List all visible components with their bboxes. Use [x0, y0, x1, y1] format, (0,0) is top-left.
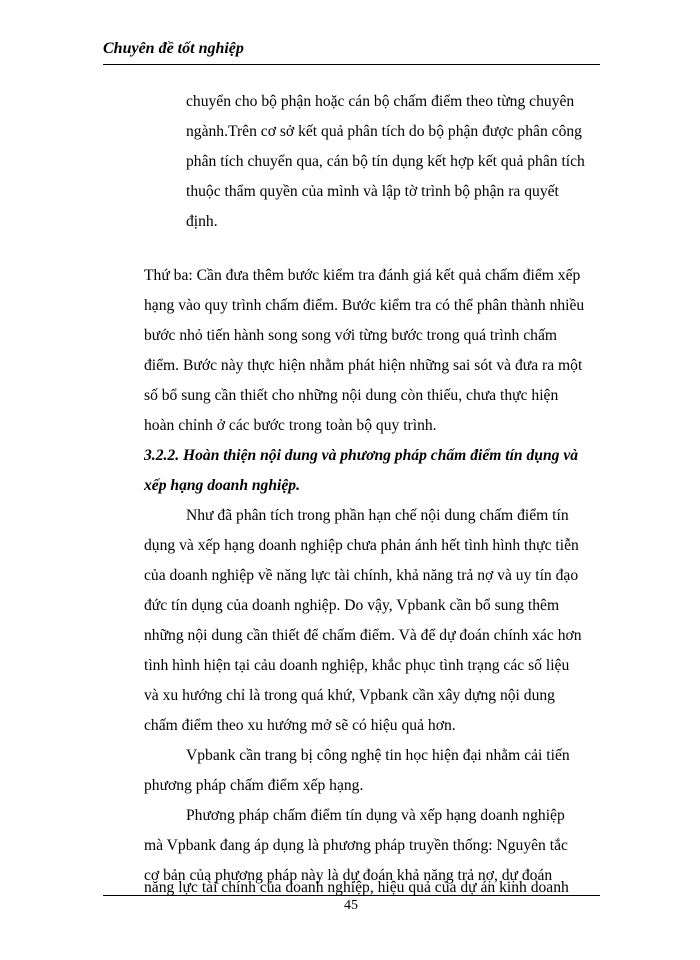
header-divider — [103, 64, 600, 65]
paragraph-line: và xu hướng chỉ là trong quá khứ, Vpbank cần xây dựng nội dung — [144, 687, 555, 704]
paragraph-line: chấm điểm theo xu hướng mở sẽ có hiệu quả hơn. — [144, 717, 456, 734]
paragraph-line: phân tích chuyển qua, cán bộ tín dụng kết hợp kết quả phân tích — [186, 153, 585, 170]
paragraph-line: bước nhỏ tiến hành song song với từng bước trong quá trình chấm — [144, 327, 558, 344]
paragraph-line: Vpbank cần trang bị công nghệ tin học hiện đại nhằm cải tiến — [186, 747, 570, 764]
paragraph-line: điểm. Bước này thực hiện nhằm phát hiện những sai sót và đưa ra một — [144, 357, 583, 374]
header-title: Chuyên đề tốt nghiệp — [103, 40, 244, 57]
paragraph-line: Như đã phân tích trong phần hạn chế nội dung chấm điểm tín — [186, 507, 569, 524]
paragraph-line: số bổ sung cần thiết cho những nội dung còn thiếu, chưa thực hiện — [144, 387, 559, 404]
footer-divider — [103, 895, 600, 896]
paragraph-line: thuộc thẩm quyền của mình và lập tờ trình bộ phận ra quyết — [186, 183, 559, 200]
paragraph-line: dụng và xếp hạng doanh nghiệp chưa phản ánh hết tình hình thực tiễn — [144, 537, 579, 554]
paragraph-line: hoàn chỉnh ở các bước trong toàn bộ quy trình. — [144, 417, 437, 434]
paragraph-line: định. — [186, 213, 218, 230]
paragraph-line: Phương pháp chấm điểm tín dụng và xếp hạng doanh nghiệp — [186, 807, 565, 824]
paragraph-line: những nội dung cần thiết để chấm điểm. Và để dự đoán chính xác hơn — [144, 627, 582, 644]
paragraph-line: của doanh nghiệp về năng lực tài chính, khả năng trả nợ và uy tín đạo — [144, 567, 579, 584]
section-heading-line: 3.2.2. Hoàn thiện nội dung và phương pháp chấm điểm tín dụng và — [144, 447, 579, 464]
page-number: 45 — [344, 898, 358, 913]
paragraph-line: đức tín dụng của doanh nghiệp. Do vậy, Vpbank cần bổ sung thêm — [144, 597, 560, 614]
paragraph-line: ngành.Trên cơ sở kết quả phân tích do bộ phận được phân công — [186, 123, 582, 140]
paragraph-line: cơ bản của phương pháp này là dự đoán khả năng trả nợ, dự đoán — [144, 867, 553, 884]
paragraph-line: Thứ ba: Cần đưa thêm bước kiểm tra đánh giá kết quả chấm điểm xếp — [144, 267, 581, 284]
paragraph-line: năng lực tài chính của doanh nghiệp, hiệu quả của dự án kinh doanh — [144, 879, 569, 896]
section-heading-line: xếp hạng doanh nghiệp. — [144, 477, 300, 494]
paragraph-line: tình hình hiện tại cảu doanh nghiệp, khắc phục tình trạng các số liệu — [144, 657, 570, 674]
paragraph-line: phương pháp chấm điểm xếp hạng. — [144, 777, 364, 794]
paragraph-line: hạng vào quy trình chấm điểm. Bước kiểm tra có thể phân thành nhiều — [144, 297, 585, 314]
paragraph-line: mà Vpbank đang áp dụng là phương pháp truyền thống: Nguyên tắc — [144, 837, 568, 854]
paragraph-line: chuyển cho bộ phận hoặc cán bộ chấm điểm theo từng chuyên — [186, 93, 575, 110]
